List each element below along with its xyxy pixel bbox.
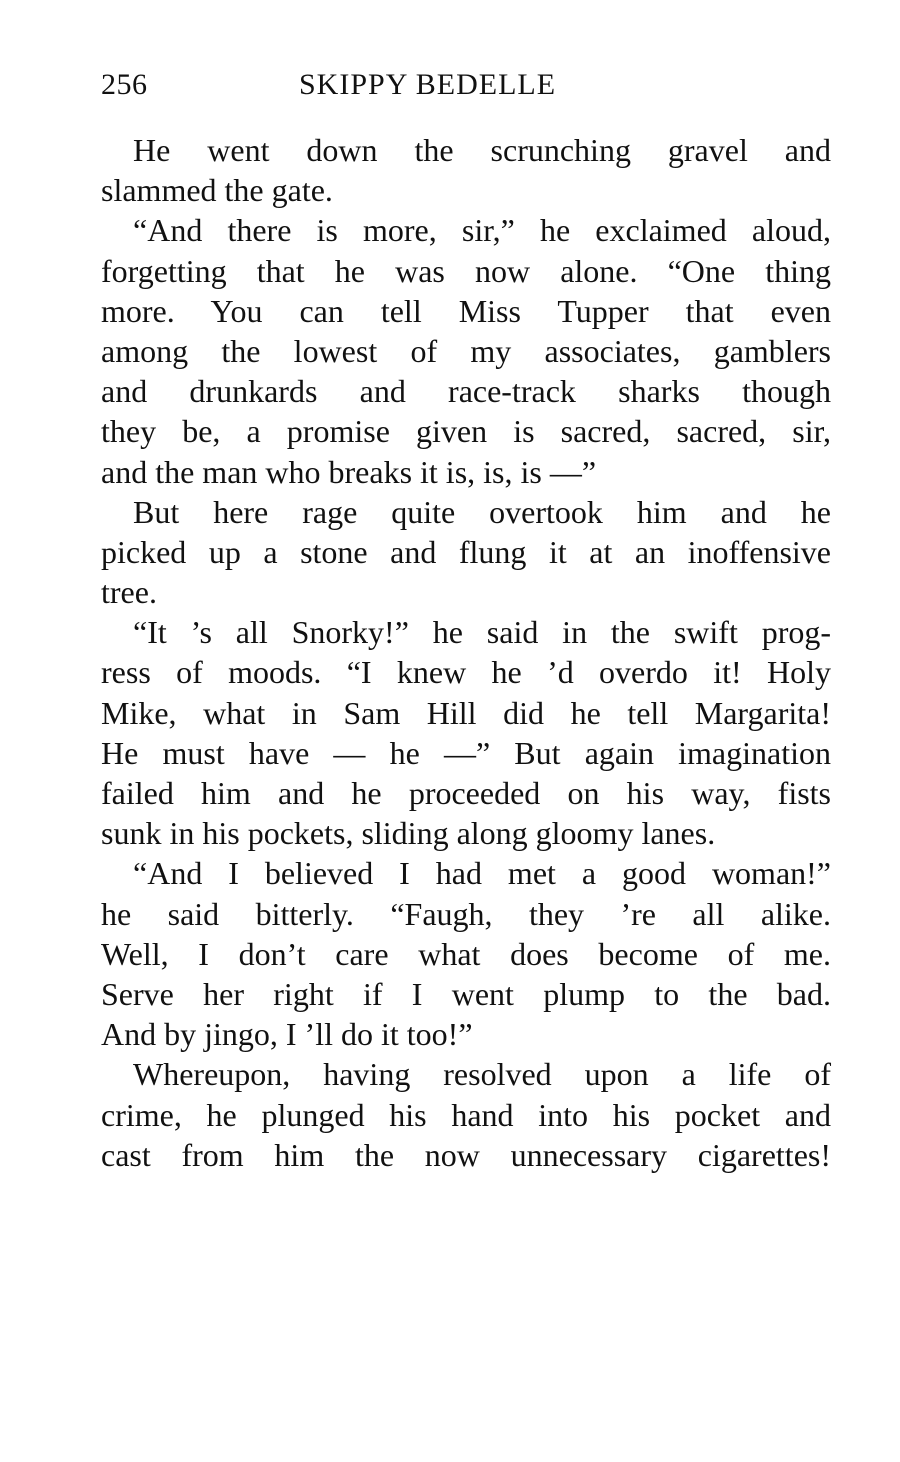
- text-line: But here rage quite overtook him and he: [133, 493, 831, 530]
- text-line: they be, a promise given is sacred, sacred, sir,: [101, 413, 831, 450]
- text-line: failed him and he proceeded on his way, fists: [101, 775, 831, 811]
- paragraph: [101, 130, 831, 210]
- text-line: He must have — he —” But again imagination: [101, 734, 831, 771]
- text-line: Well, I don’t care what does become of me.: [101, 935, 831, 972]
- text-line: and drunkards and race-track sharks though: [101, 373, 831, 410]
- paragraph: [101, 492, 831, 613]
- paragraph: [101, 1054, 831, 1175]
- text-line: slammed the gate.: [101, 172, 333, 209]
- running-head: SKIPPY BEDELLE: [299, 68, 557, 101]
- book-page: [101, 60, 831, 1175]
- text-line: more. You can tell Miss Tupper that even: [101, 292, 831, 329]
- paragraph: [101, 612, 831, 853]
- text-line: among the lowest of my associates, gamblers: [101, 332, 831, 369]
- body-text: [101, 130, 831, 1175]
- text-line: “And I believed I had met a good woman!”: [133, 855, 831, 892]
- text-line: picked up a stone and flung it at an inoffensive: [101, 533, 831, 570]
- text-line: sunk in his pockets, sliding along gloomy lanes.: [101, 815, 716, 852]
- text-line: cast from him the now unnecessary cigarettes!: [101, 1136, 831, 1173]
- text-line: he said bitterly. “Faugh, they ’re all alike.: [101, 895, 831, 932]
- text-line: “And there is more, sir,” he exclaimed aloud,: [133, 212, 831, 249]
- text-line: And by jingo, I ’ll do it too!”: [101, 1016, 473, 1053]
- text-line: and the man who breaks it is, is, is —”: [101, 453, 597, 490]
- text-line: Serve her right if I went plump to the bad.: [101, 975, 831, 1012]
- text-line: “It ’s all Snorky!” he said in the swift prog-: [133, 614, 831, 651]
- text-line: tree.: [101, 574, 157, 611]
- page-number: 256: [101, 68, 148, 101]
- paragraph: [101, 210, 831, 491]
- text-line: He went down the scrunching gravel and: [133, 132, 831, 168]
- text-line: Whereupon, having resolved upon a life of: [133, 1056, 831, 1093]
- text-line: forgetting that he was now alone. “One thing: [101, 252, 831, 289]
- text-line: Mike, what in Sam Hill did he tell Margarita!: [101, 694, 831, 731]
- page-header: [101, 60, 831, 110]
- text-line: ress of moods. “I knew he ’d overdo it! Holy: [101, 654, 831, 691]
- text-line: crime, he plunged his hand into his pocket and: [101, 1096, 831, 1133]
- paragraph: [101, 853, 831, 1054]
